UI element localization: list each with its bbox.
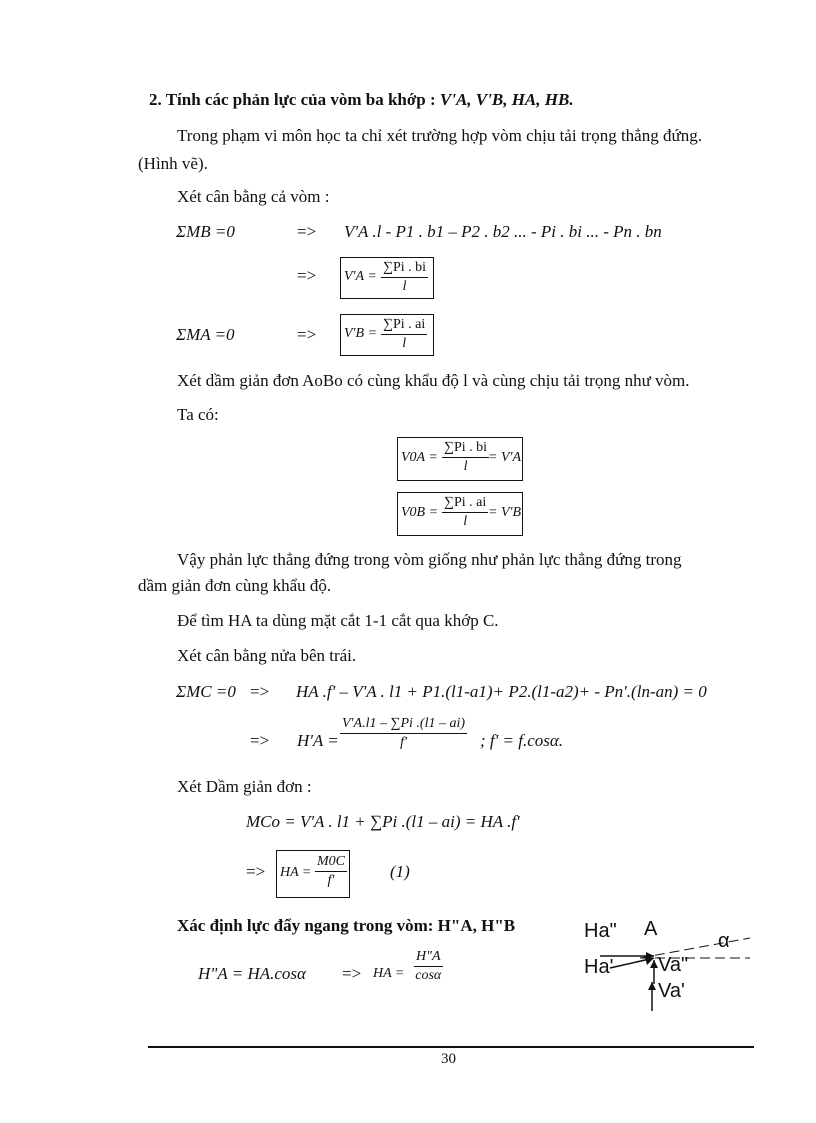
heading-text: 2. Tính các phản lực của vòm ba khớp :	[149, 90, 440, 109]
va-prime-arrow-head	[648, 982, 656, 990]
eq-mc-right: HA .f' – V'A . l1 + P1.(l1-a1)+ P2.(l1-a2)+ - Pn'.(ln-an) = 0	[296, 682, 707, 701]
eq-ha-final-lhs: HA =	[373, 966, 405, 981]
paragraph-1-line-1: Trong phạm vi môn học ta chỉ xét trường hợp vòm chịu tải trọng thẳng đứng.	[177, 126, 702, 145]
paragraph-5-line-2: dầm giản đơn cùng khẩu độ.	[138, 576, 332, 595]
eq-ha-prime-frac	[340, 715, 467, 752]
paragraph-2: Xét cân bằng cả vòm :	[177, 187, 330, 206]
label-1: (1)	[390, 862, 410, 881]
label-ha-double-prime: Ha"	[584, 920, 617, 942]
box-va-prime	[340, 257, 434, 299]
eq-ha-final-den: cosα	[415, 968, 442, 983]
eq-ha-final-frac	[414, 948, 443, 985]
eq-ma-left: ΣMA =0	[176, 325, 235, 344]
box-va0-frac	[442, 439, 489, 476]
force-diagram	[580, 916, 760, 1016]
page-number: 30	[441, 1051, 456, 1067]
box-ha-frac	[315, 853, 347, 890]
eq-mb-right: V'A .l - P1 . b1 – P2 . b2 ... - Pi . bi ... - Pn . bn	[344, 222, 662, 241]
heading-vars: V'A, V'B, HA, HB.	[439, 90, 574, 109]
box-ha-num: M0C	[315, 853, 347, 872]
paragraph-6: Để tìm HA ta dùng mặt cắt 1-1 cắt qua khớp C.	[177, 611, 499, 630]
label-a: A	[644, 918, 658, 940]
label-va-double-prime: Va"	[658, 954, 689, 976]
eq-ha-prime-rhs: ; f' = f.cosα.	[480, 731, 564, 750]
eq-mc-arrow: =>	[250, 682, 270, 701]
paragraph-3: Xét dầm giản đơn AoBo có cùng khẩu độ l và cùng chịu tải trọng như vòm.	[177, 371, 690, 390]
box-va-frac	[381, 259, 428, 296]
arrow-va: =>	[297, 266, 317, 285]
box-va-num: ∑Pi . bi	[381, 259, 428, 278]
label-ha-prime: Ha'	[584, 956, 614, 978]
box-ha	[276, 850, 350, 898]
paragraph-1-line-2: (Hình vẽ).	[138, 154, 208, 173]
box-vb0	[397, 492, 523, 536]
box-vb0-rhs: = V'B	[488, 505, 522, 520]
paragraph-7: Xét cân bằng nửa bên trái.	[177, 646, 357, 665]
box-vb-num: ∑Pi . ai	[381, 316, 427, 335]
label-va-prime: Va'	[658, 980, 685, 1002]
heading-2: Xác định lực đẩy ngang trong vòm: H"A, H"B	[177, 916, 516, 935]
box-va0-num: ∑Pi . bi	[442, 439, 489, 458]
va-double-prime-arrow-head	[650, 960, 658, 968]
eq-mb-left: ΣMB =0	[176, 222, 235, 241]
eq-ha-final-num: H"A	[414, 948, 443, 967]
section-heading	[149, 90, 574, 110]
label-alpha: α	[718, 930, 730, 952]
box-vb-frac	[381, 316, 427, 353]
box-vb0-lhs: V0B =	[401, 505, 439, 520]
arrow-vb: =>	[297, 325, 317, 344]
paragraph-8: Xét Dầm giản đơn :	[177, 777, 312, 796]
box-va0-rhs: = V'A	[488, 450, 522, 465]
box-va0-den: l	[463, 459, 468, 474]
box-ha-den: f'	[327, 873, 335, 888]
eq-ha-prime-arrow: =>	[250, 731, 270, 750]
footer-rule	[148, 1046, 754, 1048]
eq-ha-prime-lhs: H'A =	[297, 731, 339, 750]
eq-ha-prime-den: f'	[400, 735, 407, 750]
box-vb0-den: l	[463, 514, 468, 529]
box-vb-prime	[340, 314, 434, 356]
box-va0	[397, 437, 523, 481]
box-ha-lhs: HA =	[280, 865, 312, 880]
paragraph-4: Ta có:	[177, 405, 219, 424]
box-vb0-frac	[442, 494, 488, 531]
box-va-lhs: V'A =	[344, 269, 377, 284]
eq-mb-arrow: =>	[297, 222, 317, 241]
arrow-ha: =>	[246, 862, 266, 881]
box-vb0-num: ∑Pi . ai	[442, 494, 488, 513]
box-va0-lhs: V0A =	[401, 450, 438, 465]
paragraph-5-line-1: Vậy phản lực thẳng đứng trong vòm giống như phản lực thẳng đứng trong	[177, 550, 682, 569]
eq-ha-prime-num: V'A.l1 – ∑Pi .(l1 – ai)	[340, 715, 467, 734]
box-vb-lhs: V'B =	[344, 326, 378, 341]
eq-ha-dd: H"A = HA.cosα	[198, 964, 306, 983]
box-vb-den: l	[402, 336, 407, 351]
box-va-den: l	[402, 279, 407, 294]
eq-mc-left: ΣMC =0	[176, 682, 236, 701]
inclined-axis-line	[640, 938, 750, 958]
eq-mc0: MCo = V'A . l1 + ∑Pi .(l1 – ai) = HA .f'	[246, 812, 520, 831]
eq-ha-final-arrow: =>	[342, 964, 362, 983]
